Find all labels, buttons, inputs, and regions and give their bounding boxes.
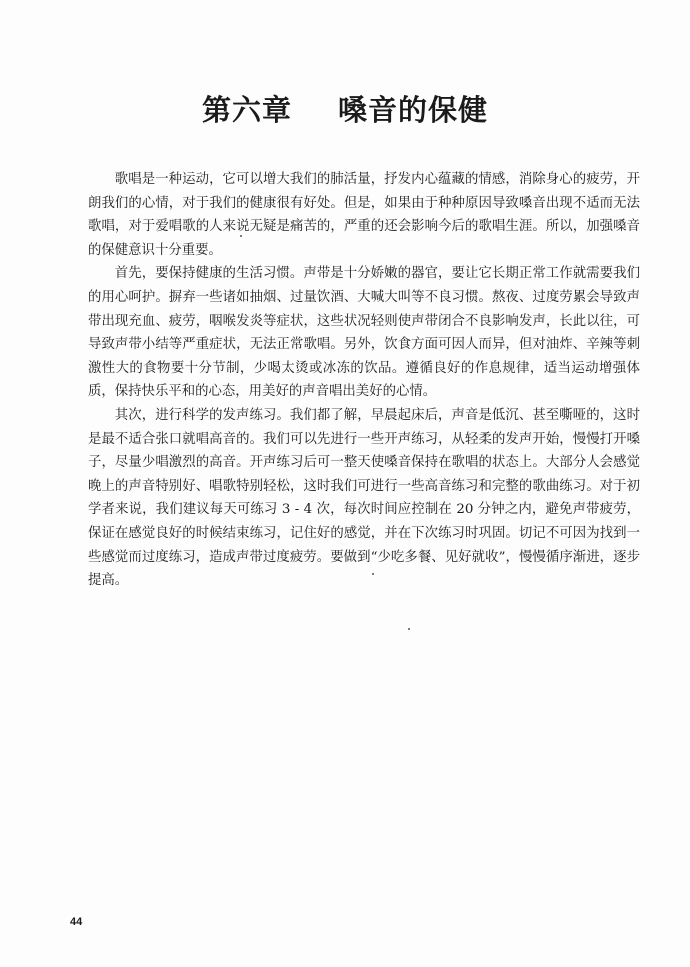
paragraph-practice: 其次，进行科学的发声练习。我们都了解，早晨起床后，声音是低沉、甚至嘶哑的，这时是最不适合张口就唱高音的。我们可以先进行一些开声练习，从轻柔的发声开始，慢慢打开嗓子，尽量少唱激烈的高音。开声练习后可一整天使嗓音保持在歌唱的状态上。大部分人会感觉晚上的声音特别好、唱歌特别轻松，这时我们可进行一些高音练习和完整的歌曲练习。对于初学者来说，我们建议每天可练习 3 - 4 次，每次时间应控制在 20 分钟之内，避免声带疲劳，保证在感觉良好的时候结束练习，记住好的感觉，并在下次练习时巩固。切记不可因为找到一些感觉而过度练习，造成声带过度疲劳。要做到“少吃多餐、见好就收”，慢慢循序渐进，逐步提高。 xyxy=(88,407,640,589)
scan-speck xyxy=(408,628,410,630)
chapter-number: 第六章 xyxy=(201,93,292,127)
page-number: 44 xyxy=(70,916,83,928)
chapter-body xyxy=(88,168,640,593)
paragraph-intro: 歌唱是一种运动，它可以增大我们的肺活量，抒发内心蕴藏的情感，消除身心的疲劳，开朗我们的心情，对于我们的健康很有好处。但是，如果由于种种原因导致嗓音出现不适而无法歌唱，对于爱唱歌的人来说无疑是痛苦的，严重的还会影响今后的歌唱生涯。所以，加强嗓音的保健意识十分重要。 xyxy=(88,172,640,258)
chapter-heading: 嗓音的保健 xyxy=(338,93,489,127)
scan-speck xyxy=(372,573,374,575)
chapter-title xyxy=(0,88,690,129)
paragraph-habits: 首先，要保持健康的生活习惯。声带是十分娇嫩的器官，要让它长期正常工作就需要我们的用心呵护。摒弃一些诸如抽烟、过量饮酒、大喊大叫等不良习惯。熬夜、过度劳累会导致声带出现充血、疲劳，咽喉发炎等症状，这些状况轻则使声带闭合不良影响发声，长此以往，可导致声带小结等严重症状，无法正常歌唱。另外，饮食方面可因人而异，但对油炸、辛辣等刺激性大的食物要十分节制，少喝太烫或冰冻的饮品。遵循良好的作息规律，适当运动增强体质，保持快乐平和的心态，用美好的声音唱出美好的心情。 xyxy=(88,266,640,400)
scan-speck xyxy=(240,235,242,237)
